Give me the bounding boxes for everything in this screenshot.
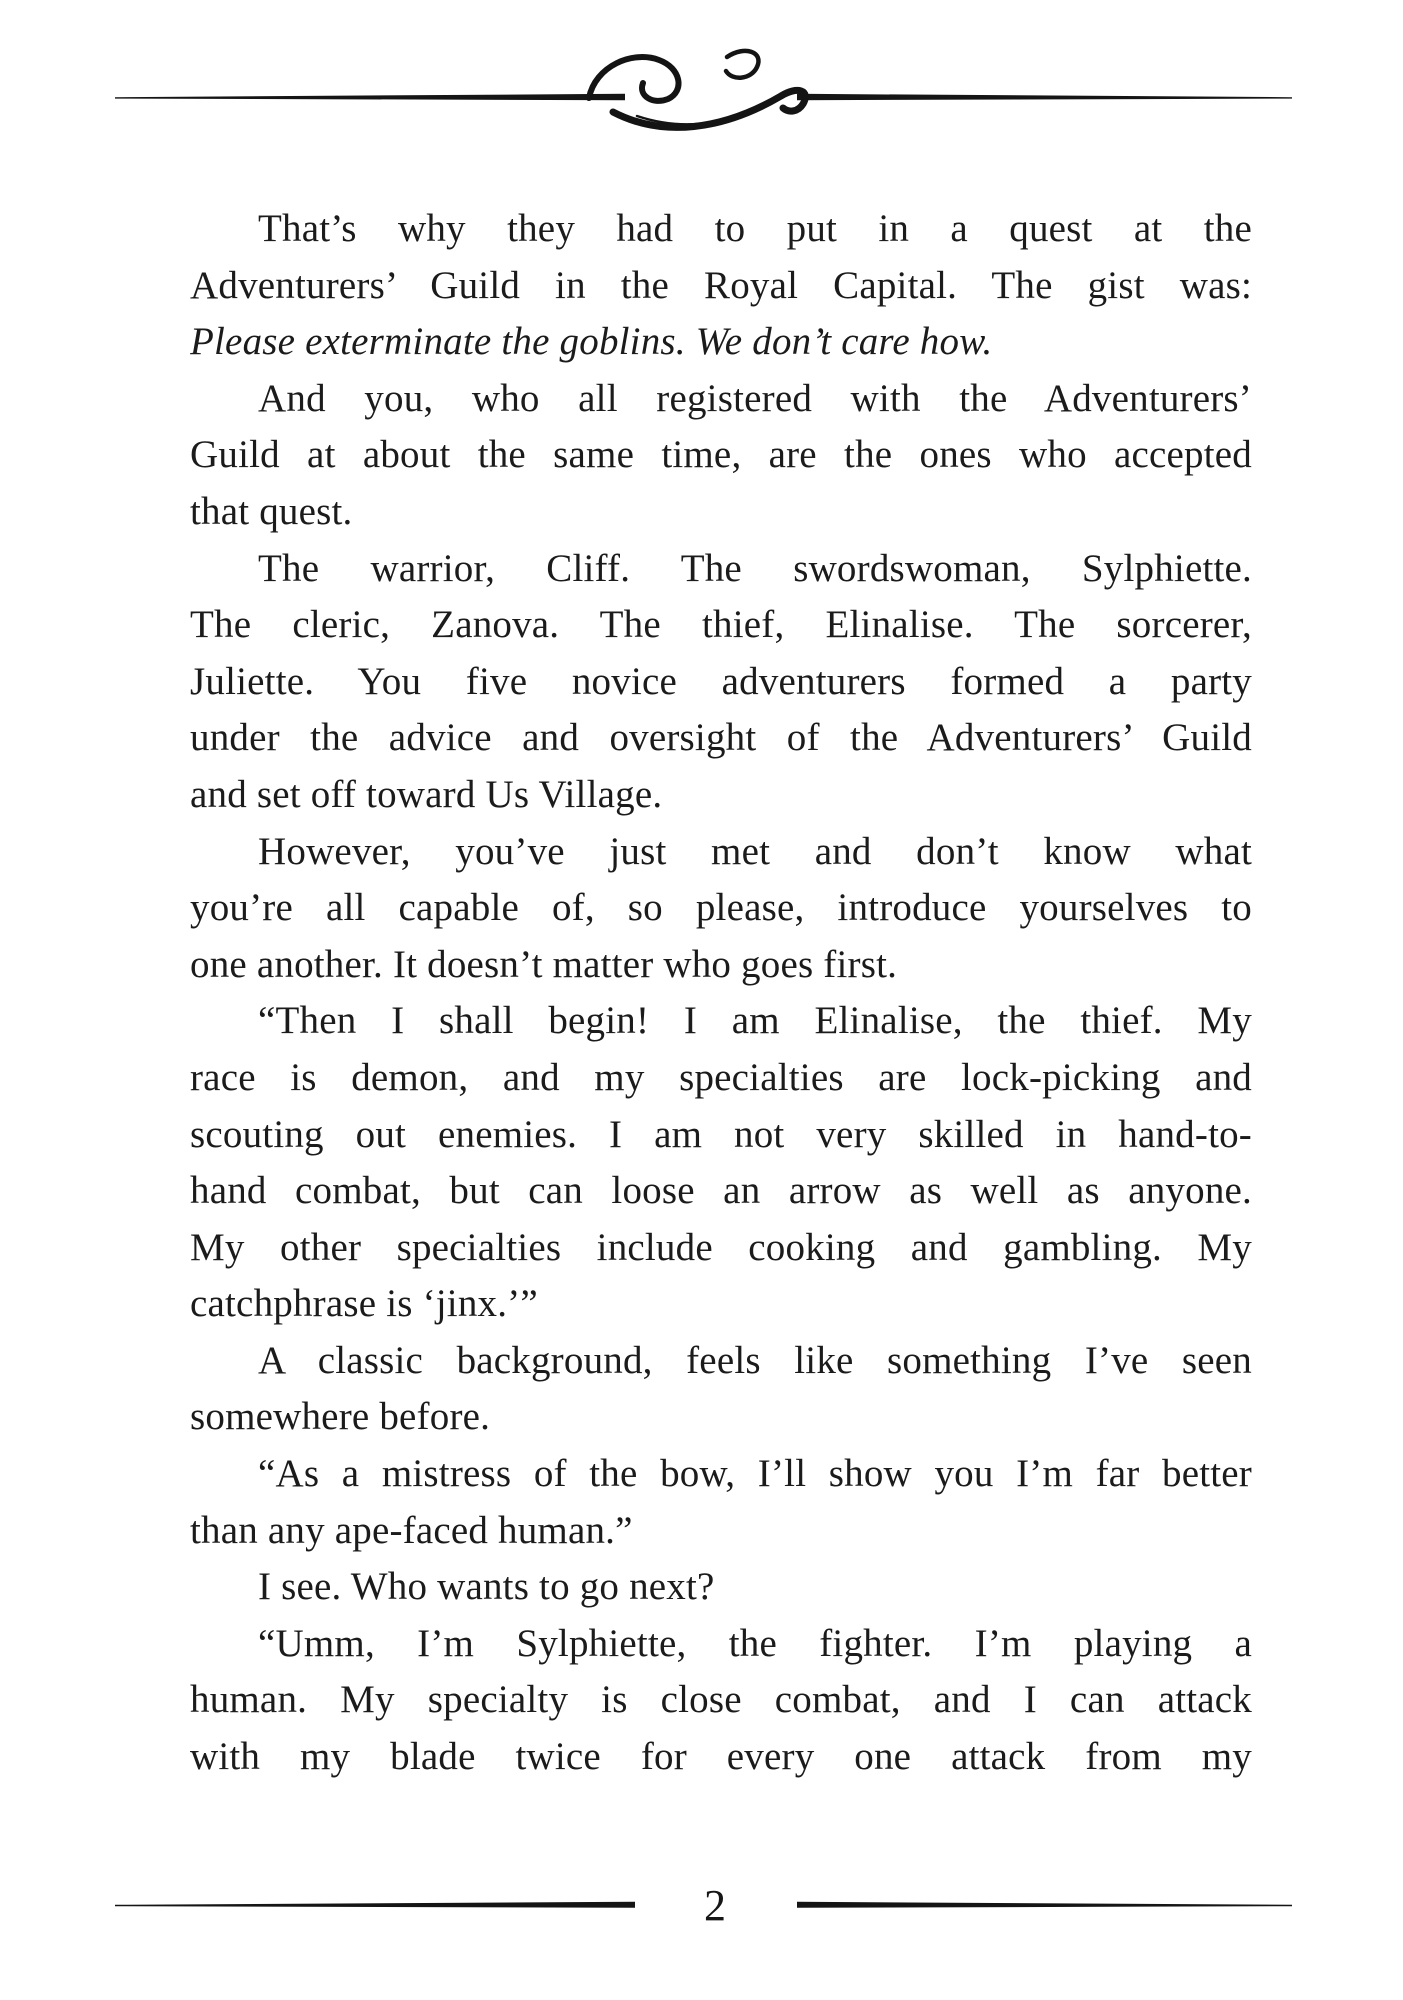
text-line: Please exterminate the goblins. We don’t care how.	[190, 320, 993, 364]
text-line: “Then I shall begin! I am Elinalise, the thief. My	[258, 999, 1252, 1043]
text-line: you’re all capable of, so please, introduce yourselves to	[190, 886, 1252, 930]
footer-rule-right	[797, 1902, 1292, 1908]
text-line: than any ape-faced human.”	[190, 1508, 633, 1552]
paragraph	[190, 993, 1252, 1333]
text-line: The cleric, Zanova. The thief, Elinalise. The sorcerer,	[190, 603, 1252, 647]
header-divider	[115, 40, 1292, 150]
paragraph	[190, 371, 1252, 541]
text-line: “Umm, I’m Sylphiette, the fighter. I’m playing a	[258, 1621, 1252, 1665]
text-line: Juliette. You five novice adventurers formed a party	[190, 659, 1252, 703]
text-line: somewhere before.	[190, 1395, 491, 1439]
paragraph	[190, 1616, 1252, 1786]
text-line: I see. Who wants to go next?	[258, 1565, 715, 1609]
text-line: The warrior, Cliff. The swordswoman, Sylphiette.	[258, 546, 1252, 590]
text-line: race is demon, and my specialties are lock-picking and	[190, 1055, 1252, 1099]
flourish-icon	[589, 51, 805, 127]
text-line: And you, who all registered with the Adventurers’	[258, 376, 1252, 420]
paragraph	[190, 1333, 1252, 1446]
body-text	[190, 201, 1252, 1786]
header-rule-left	[115, 94, 625, 100]
footer-rule-left	[115, 1902, 635, 1908]
text-line: That’s why they had to put in a quest at the	[258, 207, 1252, 250]
text-line: with my blade twice for every one attack from my	[190, 1735, 1252, 1779]
paragraph	[190, 201, 1252, 371]
paragraph	[190, 1559, 1252, 1616]
text-line: and set off toward Us Village.	[190, 772, 663, 816]
text-line: one another. It doesn’t matter who goes first.	[190, 942, 898, 986]
header-rule-right	[797, 94, 1292, 100]
text-line: Guild at about the same time, are the ones who accepted	[190, 433, 1252, 477]
paragraph	[190, 1446, 1252, 1559]
paragraph	[190, 824, 1252, 994]
text-line: human. My specialty is close combat, and I can attack	[190, 1678, 1252, 1722]
text-line: that quest.	[190, 489, 353, 533]
text-line: However, you’ve just met and don’t know what	[258, 829, 1252, 873]
page-number: 2	[704, 1881, 726, 1930]
text-line: “As a mistress of the bow, I’ll show you I’m far better	[258, 1452, 1252, 1496]
text-line: Adventurers’ Guild in the Royal Capital. The gist was:	[190, 263, 1252, 307]
text-line: A classic background, feels like something I’ve seen	[258, 1338, 1252, 1382]
text-line: catchphrase is ‘jinx.’”	[190, 1282, 538, 1326]
text-line: My other specialties include cooking and gambling. My	[190, 1225, 1252, 1269]
paragraph	[190, 541, 1252, 824]
text-line: under the advice and oversight of the Adventurers’ Guild	[190, 716, 1252, 760]
text-line: hand combat, but can loose an arrow as well as anyone.	[190, 1169, 1252, 1213]
text-line: scouting out enemies. I am not very skilled in hand-to-	[190, 1112, 1252, 1156]
